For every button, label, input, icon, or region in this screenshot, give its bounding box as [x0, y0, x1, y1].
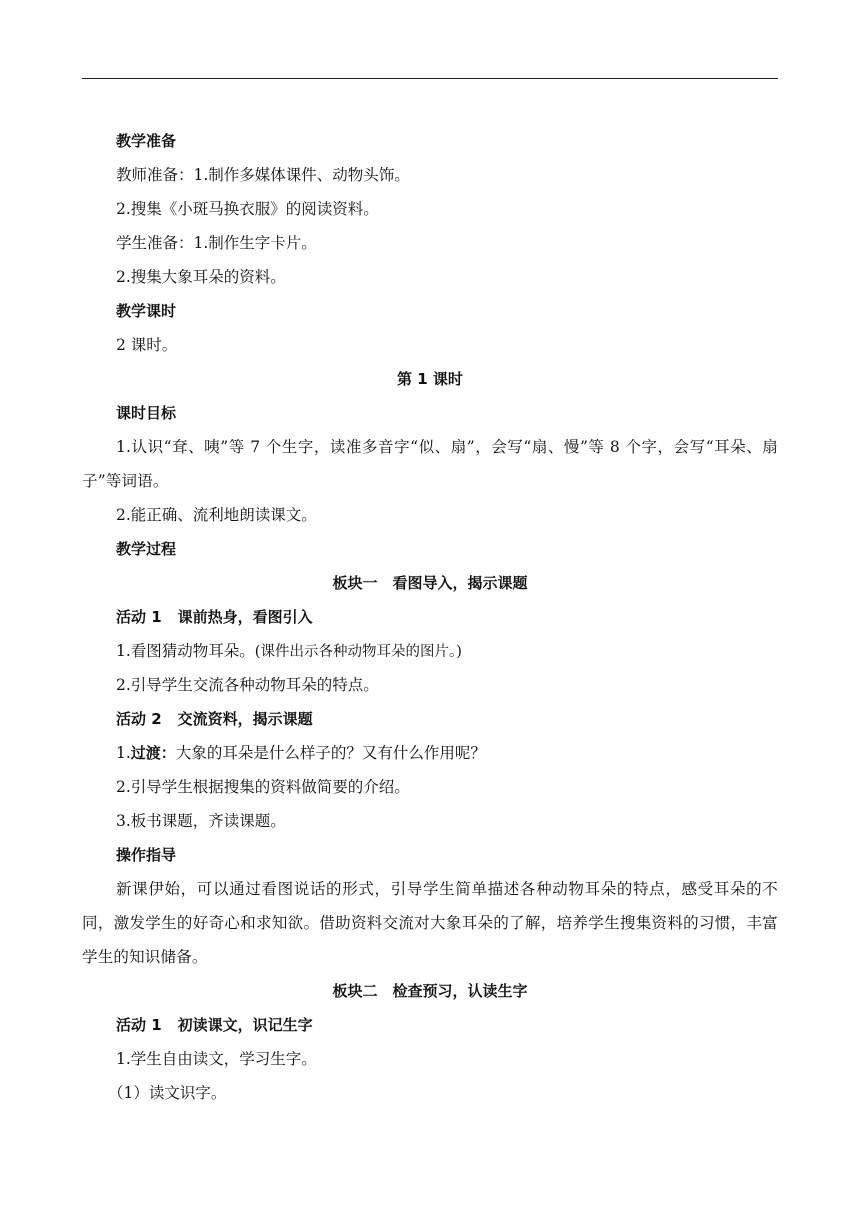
b1-activity2-item3: 3.板书课题，齐读课题。 — [116, 812, 286, 830]
b1-activity1-item1 — [82, 634, 778, 668]
goals-heading: 课时目标 — [116, 404, 177, 422]
b2-activity1-label: 活动 1 — [116, 1016, 162, 1034]
b1-activity2-title: 交流资料，揭示课题 — [177, 710, 313, 728]
b1-activity2-label: 活动 2 — [116, 710, 162, 728]
b1-activity2-item2: 2.引导学生根据搜集的资料做简要的介绍。 — [116, 778, 410, 796]
b1-activity1-label: 活动 1 — [116, 608, 162, 626]
block1-title: 板块一 看图导入，揭示课题 — [332, 574, 528, 592]
b1-activity2-heading — [82, 702, 778, 736]
guide-paragraph: 新课伊始，可以通过看图说话的形式，引导学生简单描述各种动物耳朵的特点，感受耳朵的不同，激发学生的好奇心和求知欲。借助资料交流对大象耳朵的了解，培养学生搜集资料的习惯，丰富学生的知识储备。 — [82, 880, 778, 966]
prep-heading: 教学准备 — [116, 132, 177, 150]
b2-activity1-sub1: （1）读文识字。 — [108, 1084, 227, 1102]
b1-activity1-item2: 2.引导学生交流各种动物耳朵的特点。 — [116, 676, 379, 694]
b2-activity1-heading — [82, 1008, 778, 1042]
block2-title: 板块二 检查预习，认读生字 — [332, 982, 528, 1000]
b2-activity1-item1: 1.学生自由读文，学习生字。 — [116, 1050, 317, 1068]
b1-activity2-item1 — [82, 736, 778, 770]
prep-student-line-1: 学生准备：1.制作生字卡片。 — [116, 234, 317, 252]
goal-2: 2.能正确、流利地朗读课文。 — [116, 506, 317, 524]
b2-activity1-title: 初读课文，识记生字 — [177, 1016, 313, 1034]
prep-teacher-line-2: 2.搜集《小斑马换衣服》的阅读资料。 — [116, 200, 379, 218]
guide-heading: 操作指导 — [116, 846, 177, 864]
hours-heading: 教学课时 — [116, 302, 177, 320]
b1-activity1-title: 课前热身，看图引入 — [177, 608, 313, 626]
header-rule — [82, 78, 778, 79]
goal-1: 1.认识“耷、咦”等 7 个生字，读准多音字“似、扇”，会写“扇、慢”等 8 个字，会写“耳朵、扇子”等词语。 — [82, 438, 778, 490]
prep-teacher-line-1: 教师准备：1.制作多媒体课件、动物头饰。 — [116, 166, 410, 184]
b1-activity2-item1-label: 过渡： — [130, 744, 176, 762]
prep-student-line-2: 2.搜集大象耳朵的资料。 — [116, 268, 286, 286]
process-heading: 教学过程 — [116, 540, 177, 558]
b1-activity2-item1-prefix: 1. — [116, 744, 131, 762]
b1-activity1-heading — [82, 600, 778, 634]
hours-value: 2 课时。 — [116, 336, 178, 354]
b1-activity1-item1-text: 1.看图猜动物耳朵。 — [116, 642, 255, 660]
lesson-title: 第 1 课时 — [397, 370, 463, 388]
b1-activity1-item1-note: (课件出示各种动物耳朵的图片。) — [254, 644, 462, 660]
b1-activity2-item1-text: 大象的耳朵是什么样子的？又有什么作用呢？ — [175, 744, 486, 762]
